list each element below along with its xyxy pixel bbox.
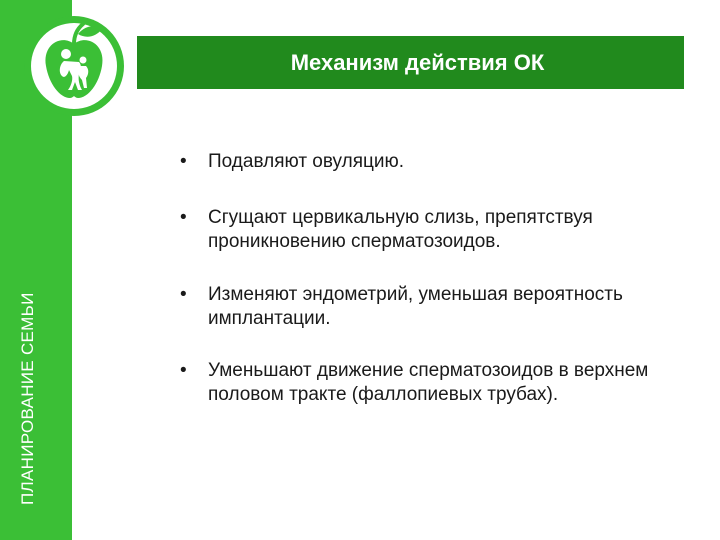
sidebar-label: ПЛАНИРОВАНИЕ СЕМЬИ bbox=[18, 292, 37, 505]
bullet-text: Изменяют эндометрий, уменьшая вероятность имплантации. bbox=[208, 284, 623, 329]
bullet-marker: • bbox=[180, 360, 187, 381]
apple-logo-icon bbox=[22, 14, 126, 118]
bullet-item bbox=[180, 150, 650, 174]
bullet-item bbox=[180, 283, 650, 331]
bullet-marker: • bbox=[180, 151, 187, 172]
bullet-text: Уменьшают движение сперматозоидов в верхнем половом тракте (фаллопиевых трубах). bbox=[208, 360, 649, 405]
bullet-list bbox=[180, 150, 650, 407]
bullet-item bbox=[180, 359, 650, 407]
bullet-marker: • bbox=[180, 207, 187, 228]
bullet-marker: • bbox=[180, 284, 187, 305]
bullet-text: Сгущают цервикальную слизь, препятствуя проникновению сперматозоидов. bbox=[208, 207, 593, 252]
slide-title-bar bbox=[137, 36, 684, 89]
bullet-item bbox=[180, 206, 650, 254]
bullet-text: Подавляют овуляцию. bbox=[208, 151, 405, 172]
slide-title: Механизм действия ОК bbox=[290, 49, 545, 75]
